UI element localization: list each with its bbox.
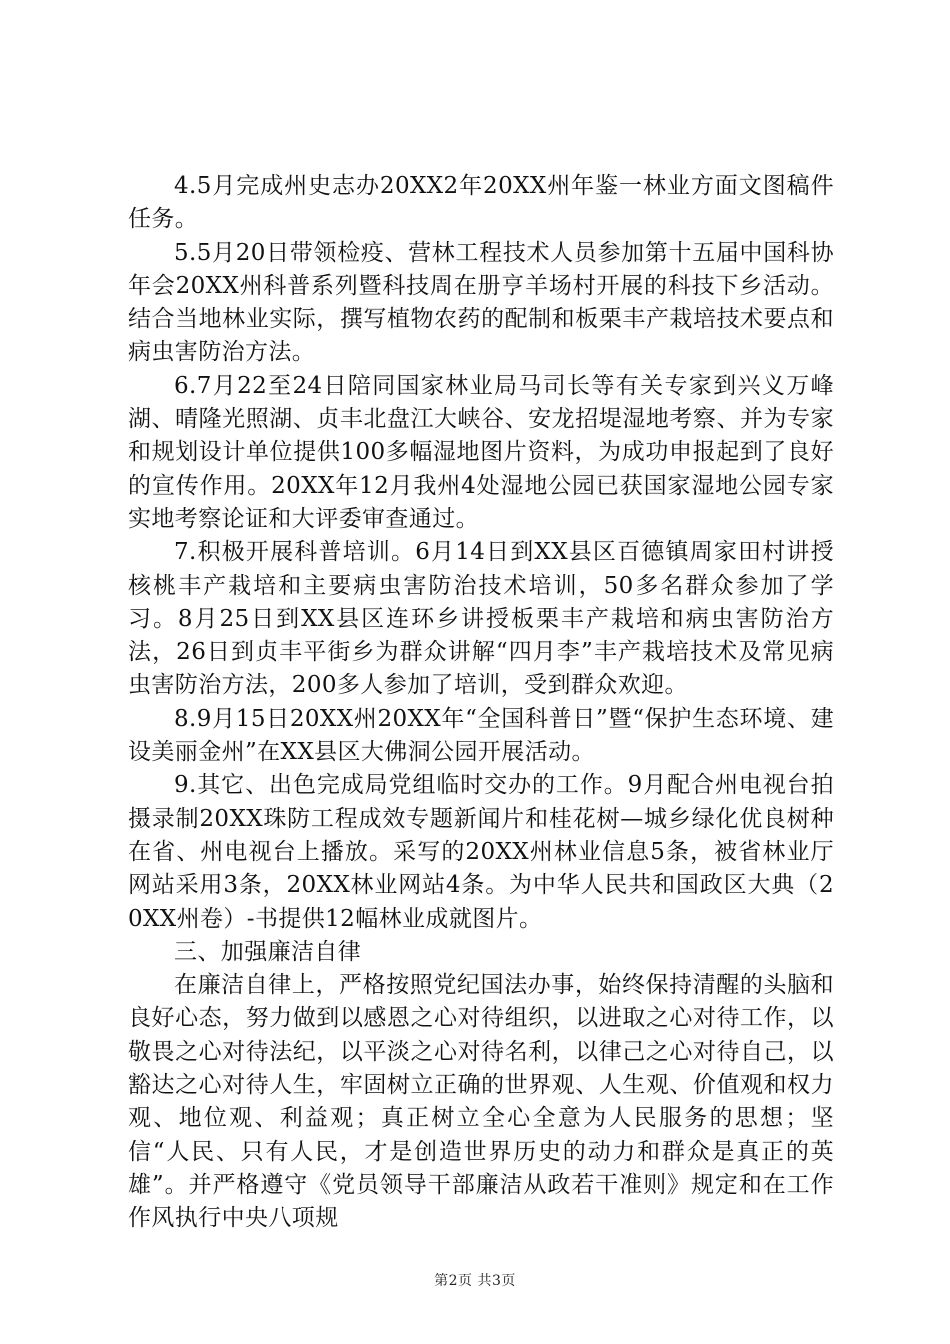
paragraph-item-9: 9.其它、出色完成局党组临时交办的工作。9月配合州电视台拍摄录制20XX珠防工程成效专题新闻片和桂花树—城乡绿化优良树种在省、州电视台上播放。采写的20XX州林业信息5条，被省林业厅网站采用3条，20XX林业网站4条。为中华人民共和国政区大典（20XX州卷）-书提供12幅林业成就图片。 <box>128 772 834 932</box>
document-body <box>128 170 834 1236</box>
paragraph-item-4: 4.5月完成州史志办20XX2年20XX州年鉴一林业方面文图稿件任务。 <box>128 173 834 233</box>
paragraph-item-5: 5.5月20日带领检疫、营林工程技术人员参加第十五届中国科协年会20XX州科普系列暨科技周在册亨羊场村开展的科技下乡活动。结合当地林业实际，撰写植物农药的配制和板栗丰产栽培技术要点和病虫害防治方法。 <box>128 239 834 366</box>
paragraph-item-7: 7.积极开展科普培训。6月14日到XX县区百德镇周家田村讲授核桃丰产栽培和主要病虫害防治技术培训，50多名群众参加了学习。8月25日到XX县区连环乡讲授板栗丰产栽培和病虫害防治方法，26日到贞丰平街乡为群众讲解“四月李”丰产栽培技术及常见病虫害防治方法，200多人参加了培训，受到群众欢迎。 <box>128 539 834 699</box>
page-number-footer: 第2页 共3页 <box>434 1273 516 1289</box>
section-heading: 三、加强廉洁自律 <box>174 938 362 965</box>
paragraph-item-6: 6.7月22至24日陪同国家林业局马司长等有关专家到兴义万峰湖、晴隆光照湖、贞丰北盘江大峡谷、安龙招堤湿地考察、并为专家和规划设计单位提供100多幅湿地图片资料，为成功申报起到了良好的宣传作用。20XX年12月我州4处湿地公园已获国家湿地公园专家实地考察论证和大评委审查通过。 <box>128 372 834 532</box>
paragraph-integrity: 在廉洁自律上，严格按照党纪国法办事，始终保持清醒的头脑和良好心态，努力做到以感恩之心对待组织，以进取之心对待工作，以敬畏之心对待法纪，以平淡之心对待名利，以律己之心对待自己，以豁达之心对待人生，牢固树立正确的世界观、人生观、价值观和权力观、地位观、利益观；真正树立全心全意为人民服务的思想；坚信“人民、只有人民，才是创造世界历史的动力和群众是真正的英雄”。并严格遵守《党员领导干部廉洁从政若干准则》规定和在工作作风执行中央八项规 <box>128 972 834 1232</box>
paragraph-item-8: 8.9月15日20XX州20XX年“全国科普日”暨“保护生态环境、建设美丽金州”在XX县区大佛洞公园开展活动。 <box>128 705 834 766</box>
